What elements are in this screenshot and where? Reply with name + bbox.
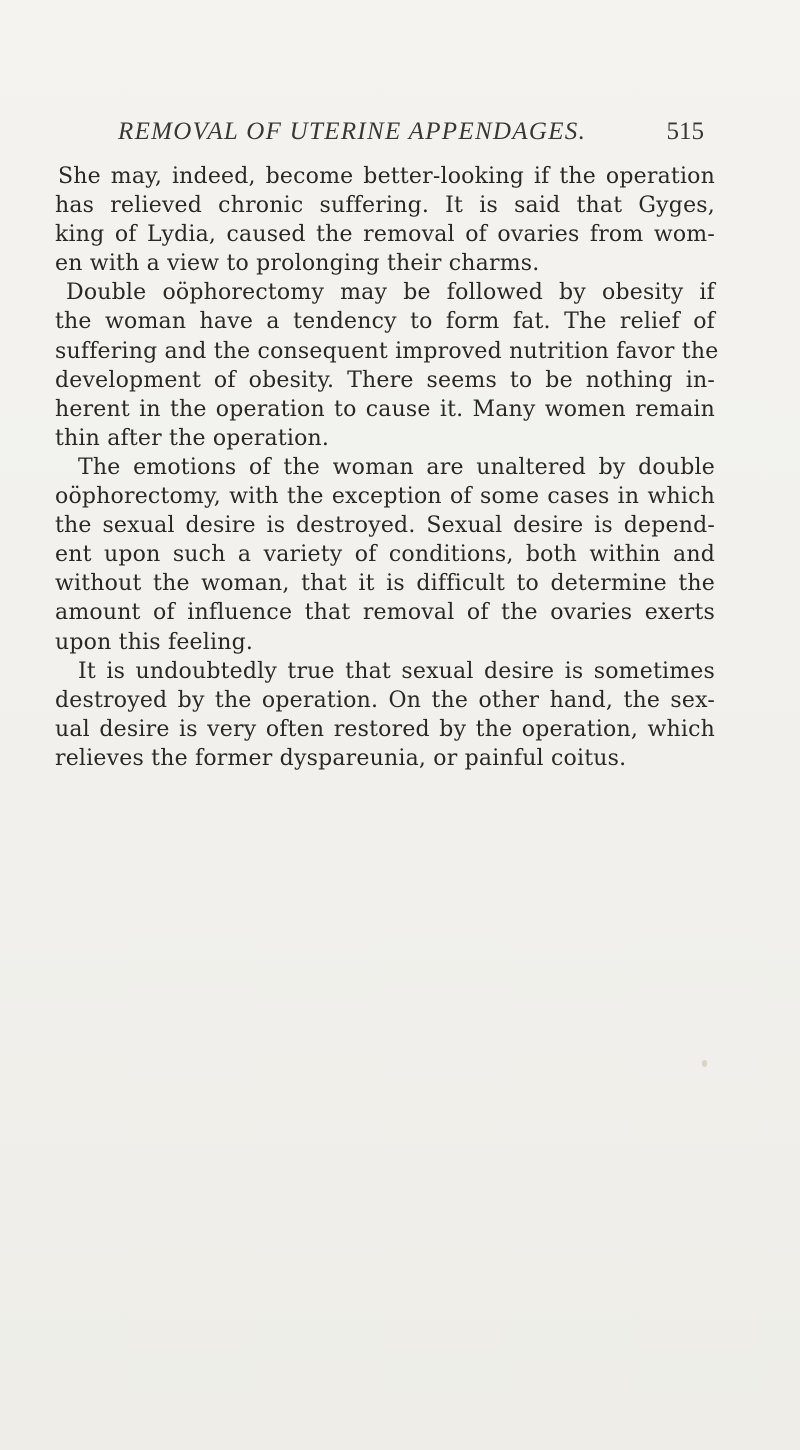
text-line: relieves the former dyspareunia, or painful coitus. [55, 745, 627, 771]
text-line: destroyed by the operation. On the other hand, the sex- [55, 687, 715, 713]
text-line: king of Lydia, caused the removal of ovaries from wom- [55, 222, 715, 248]
text-line: thin after the operation. [55, 425, 330, 451]
text-line: the woman have a tendency to form fat. The relief of [55, 309, 715, 335]
body-text [55, 162, 719, 773]
text-line: upon this feeling. [55, 629, 254, 655]
text-line: has relieved chronic suffering. It is said that Gyges, [55, 193, 715, 219]
text-line: She may, indeed, become better-looking if the operation [58, 164, 715, 189]
text-line: oöphorectomy, with the exception of some cases in which [55, 484, 715, 510]
paper-speck [702, 1060, 707, 1067]
running-title: REMOVAL OF UTERINE APPENDAGES. [118, 118, 587, 145]
running-head [118, 118, 704, 158]
text-line: The emotions of the woman are unaltered by double [78, 454, 715, 480]
text-line: ent upon such a variety of conditions, both within and [55, 542, 715, 568]
text-line: It is undoubtedly true that sexual desire is sometimes [78, 658, 715, 684]
text-line: Double oöphorectomy may be followed by obesity if [66, 280, 715, 306]
text-line: amount of influence that removal of the ovaries exerts [55, 600, 715, 626]
text-line: development of obesity. There seems to be nothing in- [55, 367, 715, 393]
text-line: suffering and the consequent improved nutrition favor the [55, 338, 719, 364]
text-line: without the woman, that it is difficult to determine the [55, 571, 715, 597]
text-line: the sexual desire is destroyed. Sexual desire is depend- [55, 513, 715, 539]
text-line: herent in the operation to cause it. Many women remain [55, 396, 715, 422]
text-line: en with a view to prolonging their charms. [55, 251, 540, 277]
page-number: 515 [666, 118, 704, 145]
text-line: ual desire is very often restored by the operation, which [55, 716, 715, 742]
